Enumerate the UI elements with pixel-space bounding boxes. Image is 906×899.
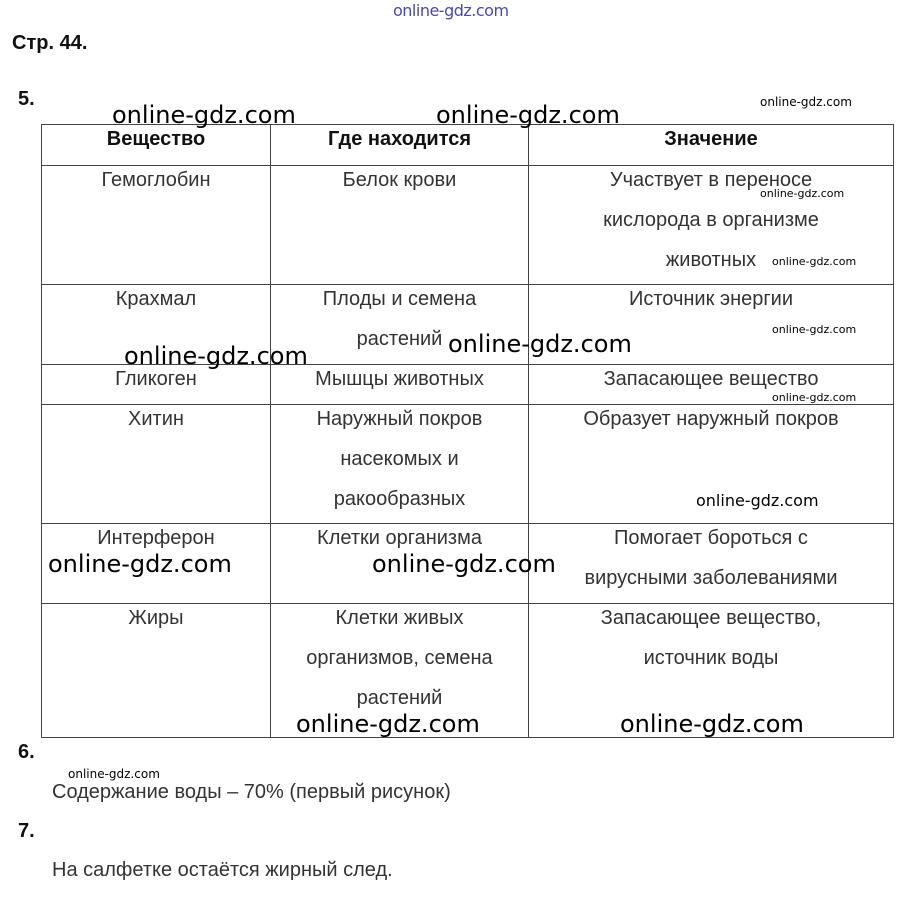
watermark: online-gdz.com: [760, 187, 845, 200]
location-cell: Наружный покров насекомых и ракообразных: [271, 405, 529, 524]
watermark: online-gdz.com: [448, 330, 632, 358]
watermark: online-gdz.com: [772, 255, 857, 268]
location-cell: Клетки организма: [271, 524, 529, 604]
meaning-cell: Запасающее вещество, источник воды: [529, 604, 894, 738]
meaning-cell: Участвует в переносе кислорода в организме животных: [529, 166, 894, 285]
substance-cell: Жиры: [42, 604, 271, 738]
watermark: online-gdz.com: [696, 491, 819, 510]
task-6-answer: Содержание воды – 70% (первый рисунок): [52, 781, 451, 803]
column-header-substance: Вещество: [42, 125, 271, 166]
location-cell: Клетки живых организмов, семена растений: [271, 604, 529, 738]
task-5-number: 5.: [18, 88, 35, 110]
watermark: online-gdz.com: [760, 95, 852, 109]
column-header-location: Где находится: [271, 125, 529, 166]
substance-cell: Гемоглобин: [42, 166, 271, 285]
location-cell: Белок крови: [271, 166, 529, 285]
task-7-answer: На салфетке остаётся жирный след.: [52, 859, 393, 881]
meaning-cell: Помогает бороться с вирусными заболеваниями: [529, 524, 894, 604]
watermark: online-gdz.com: [124, 342, 308, 370]
meaning-cell: Источник энергии: [529, 285, 894, 365]
page-title: Стр. 44.: [12, 32, 88, 54]
meaning-cell: Запасающее вещество: [529, 365, 894, 405]
table-row: [42, 166, 894, 285]
watermark: online-gdz.com: [112, 101, 296, 129]
location-cell: Мышцы животных: [271, 365, 529, 405]
watermark: online-gdz.com: [772, 323, 857, 336]
watermark: online-gdz.com: [48, 550, 232, 578]
substance-cell: Гликоген: [42, 365, 271, 405]
substance-cell: Интерферон: [42, 524, 271, 604]
task-7-number: 7.: [18, 820, 35, 842]
meaning-cell: Образует наружный покров: [529, 405, 894, 524]
watermark: online-gdz.com: [68, 767, 160, 781]
watermark: online-gdz.com: [620, 710, 804, 738]
substances-table: [41, 124, 894, 738]
watermark: online-gdz.com: [296, 710, 480, 738]
substance-cell: Хитин: [42, 405, 271, 524]
substance-cell: Крахмал: [42, 285, 271, 365]
task-6-number: 6.: [18, 741, 35, 763]
column-header-meaning: Значение: [529, 125, 894, 166]
watermark: online-gdz.com: [372, 550, 556, 578]
watermark: online-gdz.com: [772, 391, 857, 404]
top-watermark: online-gdz.com: [393, 1, 509, 20]
location-cell: Плоды и семена растений: [271, 285, 529, 365]
watermark: online-gdz.com: [436, 101, 620, 129]
